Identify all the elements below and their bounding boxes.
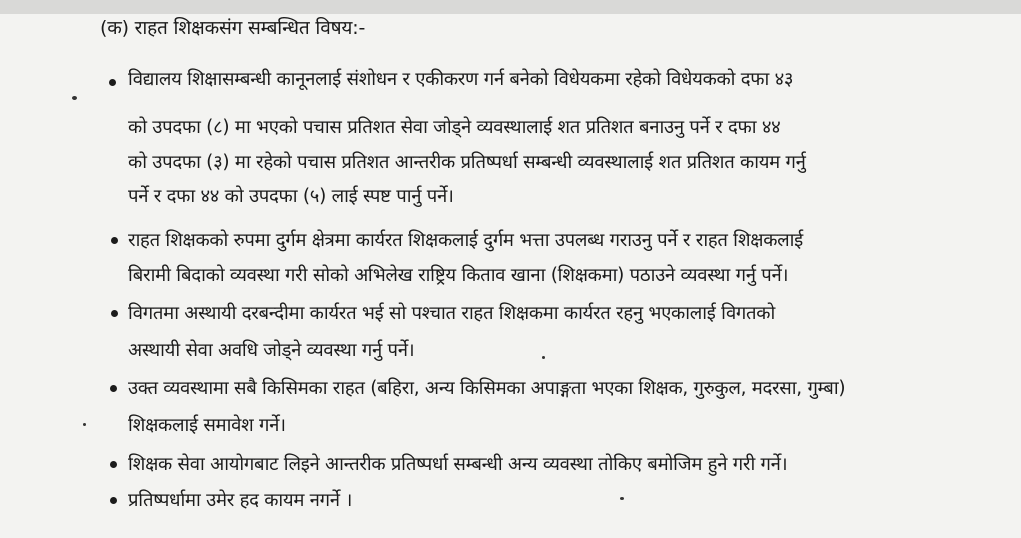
scan-speck [83, 423, 86, 426]
bullet-line: शिक्षक सेवा आयोगबाट लिइने आन्तरीक प्रतिष्पर्धा सम्बन्धी अन्य व्यवस्था तोकिए बमोजिम हुने गरी गर्ने। [128, 454, 788, 475]
bullet-line: बिरामी बिदाको व्यवस्था गरी सोको अभिलेख राष्ट्रिय किताव खाना (शिक्षकमा) पठाउने व्यवस्था गर्नु पर्ने। [128, 265, 789, 286]
bullet-line: को उपदफा (३) मा रहेको पचास प्रतिशत आन्तरीक प्रतिष्पर्धा सम्बन्धी व्यवस्थालाई शत प्रतिशत कायम गर्नु [128, 152, 806, 173]
bullet-icon [110, 461, 117, 468]
bullet-line: अस्थायी सेवा अवधि जोड्ने व्यवस्था गर्नु पर्ने। [128, 340, 415, 361]
scan-speck [542, 356, 545, 359]
bullet-line: प्रतिष्पर्धामा उमेर हद कायम नगर्ने । [128, 490, 353, 511]
bullet-icon [111, 310, 118, 317]
bullet-line: उक्त व्यवस्थामा सबै किसिमका राहत (बहिरा, अन्य किसिमका अपाङ्गता भएका शिक्षक, गुरुकुल, मदरसा, गुम्बा) [128, 378, 846, 399]
bullet-icon [111, 237, 118, 244]
bullet-line: राहत शिक्षकको रुपमा दुर्गम क्षेत्रमा कार्यरत शिक्षकलाई दुर्गम भत्ता उपलब्ध गराउनु पर्ने र राहत शिक्षकलाई [128, 230, 803, 251]
bullet-line: विगतमा अस्थायी दरबन्दीमा कार्यरत भई सो पश्चात राहत शिक्षकमा कार्यरत रहनु भएकालाई विगतको [128, 303, 775, 324]
bullet-icon [109, 79, 116, 86]
bullet-line: पर्ने र दफा ४४ को उपदफा (५) लाई स्पष्ट पार्नु पर्ने। [128, 186, 454, 207]
page-top-edge [0, 0, 1021, 14]
scan-speck [620, 497, 624, 500]
bullet-line: विद्यालय शिक्षासम्बन्धी कानूनलाई संशोधन र एकीकरण गर्न बनेको विधेयकमा रहेको विधेयकको दफा ४३ [128, 69, 794, 90]
bullet-line: शिक्षकलाई समावेश गर्ने। [128, 415, 286, 436]
scan-speck [72, 96, 77, 100]
section-heading: (क) राहत शिक्षकसंग सम्बन्धित विषय:- [100, 17, 366, 39]
bullet-icon [110, 497, 117, 504]
bullet-icon [110, 385, 117, 392]
bullet-line: को उपदफा (८) मा भएको पचास प्रतिशत सेवा जोड्ने व्यवस्थालाई शत प्रतिशत बनाउनु पर्ने र दफा ४४ [128, 117, 781, 138]
